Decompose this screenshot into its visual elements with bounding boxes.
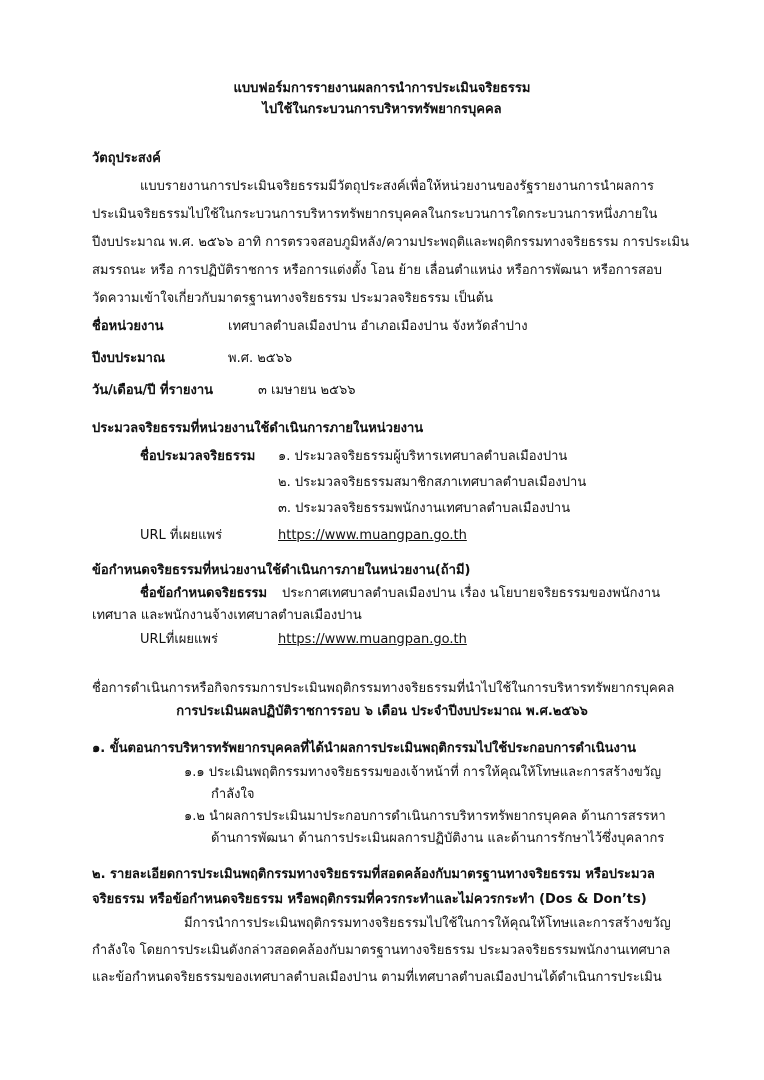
fiscal-year-label: ปีงบประมาณ — [92, 351, 165, 366]
objective-heading: วัตถุประสงค์ — [92, 151, 161, 166]
section1-item1-line-2: กำลังใจ — [211, 787, 255, 802]
code-item-1: ๑. ประมวลจริยธรรมผู้บริหารเทศบาลตำบลเมืองปาน — [278, 449, 568, 464]
agency-label: ชื่อหน่วยงาน — [92, 319, 164, 334]
codes-name-label: ชื่อประมวลจริยธรรม — [140, 449, 256, 464]
objective-line-5: วัดความเข้าใจเกี่ยวกับมาตรฐานทางจริยธรรม ประมวลจริยธรรม เป็นต้น — [92, 291, 494, 306]
section2-body-line-2: กำลังใจ โดยการประเมินดังกล่าวสอดคล้องกับมาตรฐานทางจริยธรรม ประมวลจริยธรรมพนักงานเทศบาล — [92, 943, 671, 958]
rules-name-value-line-2: เทศบาล และพนักงานจ้างเทศบาลตำบลเมืองปาน — [92, 608, 362, 623]
section1-heading: ๑. ขั้นตอนการบริหารทรัพยากรบุคคลที่ได้นำผลการประเมินพฤติกรรมไปใช้ประกอบการดำเนินงาน — [92, 741, 637, 756]
code-item-2: ๒. ประมวลจริยธรรมสมาชิกสภาเทศบาลตำบลเมืองปาน — [278, 475, 587, 490]
activity-line-2: การประเมินผลปฏิบัติราชการรอบ ๖ เดือน ประจำปีงบประมาณ พ.ศ.๒๕๖๖ — [176, 704, 588, 719]
rules-heading: ข้อกำหนดจริยธรรมที่หน่วยงานใช้ดำเนินการภายในหน่วยงาน(ถ้ามี) — [92, 563, 471, 578]
objective-line-1: แบบรายงานการประเมินจริยธรรมมีวัตถุประสงค์เพื่อให้หน่วยงานของรัฐรายงานการนำผลการ — [140, 179, 655, 194]
report-date-label: วัน/เดือน/ปี ที่รายงาน — [92, 383, 214, 398]
rules-name-label: ชื่อข้อกำหนดจริยธรรม — [140, 586, 268, 601]
objective-line-2: ประเมินจริยธรรมไปใช้ในกระบวนการบริหารทรัพยากรบุคคลในกระบวนการใดกระบวนการหนึ่งภายใน — [92, 207, 658, 222]
objective-line-3: ปีงบประมาณ พ.ศ. ๒๕๖๖ อาทิ การตรวจสอบภูมิหลัง/ความประพฤติและพฤติกรรมทางจริยธรรม การประเมิน — [92, 235, 689, 250]
report-date-value: ๓ เมษายน ๒๕๖๖ — [258, 383, 356, 398]
document-title-line-1: แบบฟอร์มการรายงานผลการนำการประเมินจริยธรรม — [233, 81, 531, 96]
code-item-3: ๓. ประมวลจริยธรรมพนักงานเทศบาลตำบลเมืองปาน — [278, 501, 571, 516]
codes-url-label: URL ที่เผยแพร่ — [140, 528, 223, 543]
fiscal-year-value: พ.ศ. ๒๕๖๖ — [228, 351, 293, 366]
activity-line-1: ชื่อการดำเนินการหรือกิจกรรมการประเมินพฤติกรรมทางจริยธรรมที่นำไปใช้ในการบริหารทรัพยากรบุคคล — [92, 681, 675, 696]
rules-url-link[interactable]: https://www.muangpan.go.th — [278, 632, 467, 647]
section2-body-line-3: และข้อกำหนดจริยธรรมของเทศบาลตำบลเมืองปาน ตามที่เทศบาลตำบลเมืองปานได้ดำเนินการประเมิน — [92, 970, 662, 985]
agency-value: เทศบาลตำบลเมืองปาน อำเภอเมืองปาน จังหวัดลำปาง — [228, 319, 528, 334]
section1-item2-line-2: ด้านการพัฒนา ด้านการประเมินผลการปฏิบัติงาน และด้านการรักษาไว้ซึ่งบุคลากร — [211, 831, 665, 846]
codes-url-link[interactable]: https://www.muangpan.go.th — [278, 528, 467, 543]
section2-heading-line-1: ๒. รายละเอียดการประเมินพฤติกรรมทางจริยธรรมที่สอดคล้องกับมาตรฐานทางจริยธรรม หรือประมวล — [92, 867, 655, 882]
section1-item2-line-1: ๑.๒ นำผลการประเมินมาประกอบการดำเนินการบริหารทรัพยากรบุคคล ด้านการสรรหา — [184, 809, 666, 824]
document-title-line-2: ไปใช้ในกระบวนการบริหารทรัพยากรบุคคล — [262, 102, 502, 117]
section1-item1-line-1: ๑.๑ ประเมินพฤติกรรมทางจริยธรรมของเจ้าหน้าที่ การให้คุณให้โทษและการสร้างขวัญ — [184, 765, 662, 780]
rules-name-value-line-1: ประกาศเทศบาลตำบลเมืองปาน เรื่อง นโยบายจริยธรรมของพนักงาน — [282, 586, 661, 601]
section2-heading-line-2: จริยธรรม หรือข้อกำหนดจริยธรรม หรือพฤติกรรมที่ควรกระทำและไม่ควรกระทำ (Dos & Don’ts) — [92, 892, 647, 907]
rules-url-label: URLที่เผยแพร่ — [140, 632, 218, 647]
objective-line-4: สมรรถนะ หรือ การปฏิบัติราชการ หรือการแต่งตั้ง โอน ย้าย เลื่อนตำแหน่ง หรือการพัฒนา หรือการสอบ — [92, 263, 662, 278]
section2-body-line-1: มีการนำการประเมินพฤติกรรมทางจริยธรรมไปใช้ในการให้คุณให้โทษและการสร้างขวัญ — [184, 916, 671, 931]
codes-heading: ประมวลจริยธรรมที่หน่วยงานใช้ดำเนินการภายในหน่วยงาน — [92, 421, 424, 436]
